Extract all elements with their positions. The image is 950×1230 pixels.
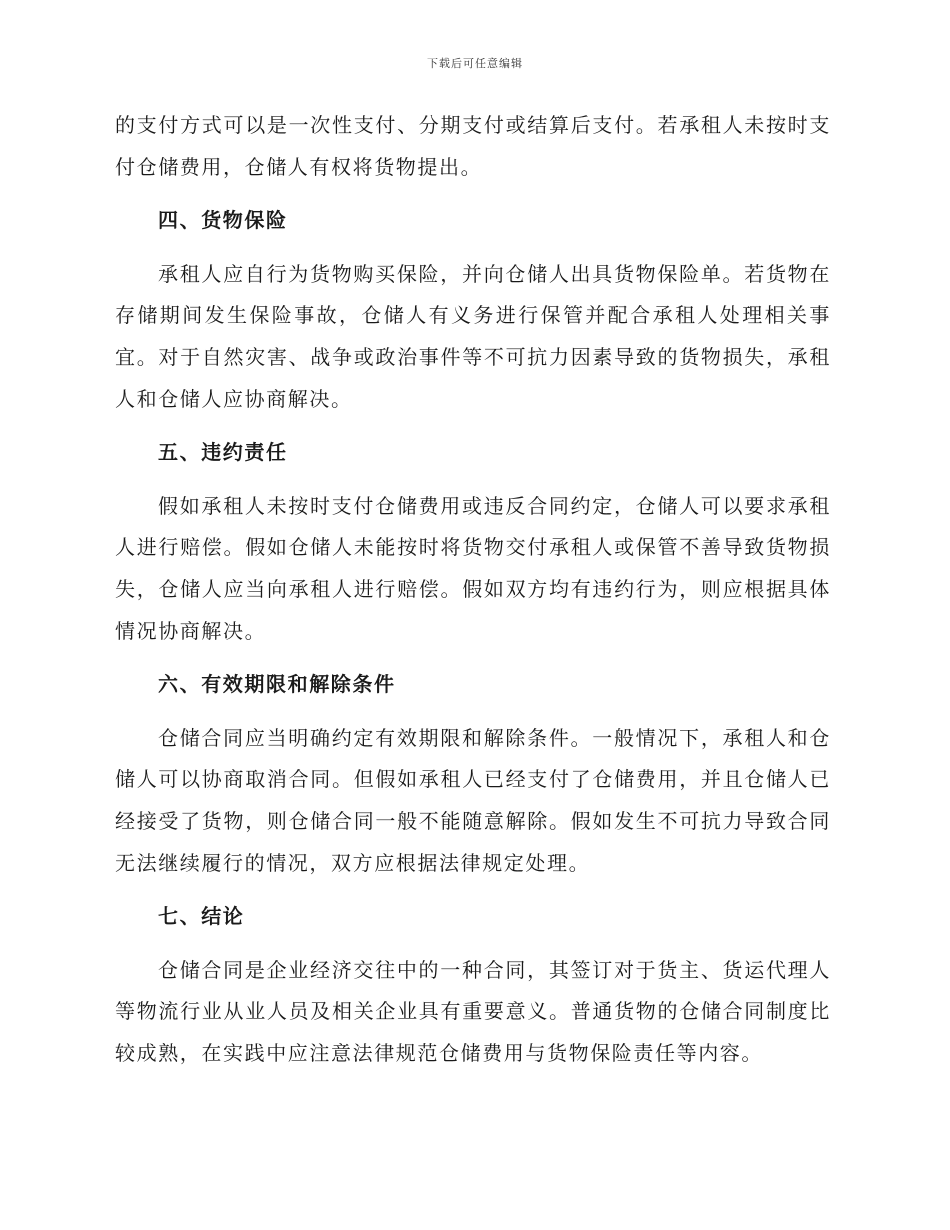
section-heading-breach: 五、违约责任 — [158, 440, 288, 465]
page-header: 下载后可任意编辑 — [427, 57, 523, 70]
paragraph-breach: 假如承租人未按时支付仓储费用或违反合同约定，仓储人可以要求承租人进行赔偿。假如仓储人未能按时将货物交付承租人或保管不善导致货物损失，仓储人应当向承租人进行赔偿。假如双方均有违约行为，则应根据具体情况协商解决。 — [115, 493, 831, 643]
section-heading-insurance: 四、货物保险 — [158, 208, 288, 233]
document-body — [115, 105, 831, 1074]
paragraph-insurance: 承租人应自行为货物购买保险，并向仓储人出具货物保险单。若货物在存储期间发生保险事故，仓储人有义务进行保管并配合承租人处理相关事宜。对于自然灾害、战争或政治事件等不可抗力因素导致的货物损失，承租人和仓储人应协商解决。 — [115, 261, 831, 411]
section-heading-term-termination: 六、有效期限和解除条件 — [158, 672, 396, 697]
paragraph-term-termination: 仓储合同应当明确约定有效期限和解除条件。一般情况下，承租人和仓储人可以协商取消合同。但假如承租人已经支付了仓储费用，并且仓储人已经接受了货物，则仓储合同一般不能随意解除。假如发生不可抗力导致合同无法继续履行的情况，双方应根据法律规定处理。 — [115, 725, 831, 875]
paragraph-conclusion: 仓储合同是企业经济交往中的一种合同，其签订对于货主、货运代理人等物流行业从业人员及相关企业具有重要意义。普通货物的仓储合同制度比较成熟，在实践中应注意法律规范仓储费用与货物保险责任等内容。 — [115, 957, 831, 1065]
section-heading-conclusion: 七、结论 — [158, 904, 245, 929]
paragraph-payment-continued: 的支付方式可以是一次性支付、分期支付或结算后支付。若承租人未按时支付仓储费用，仓储人有权将货物提出。 — [115, 113, 831, 179]
